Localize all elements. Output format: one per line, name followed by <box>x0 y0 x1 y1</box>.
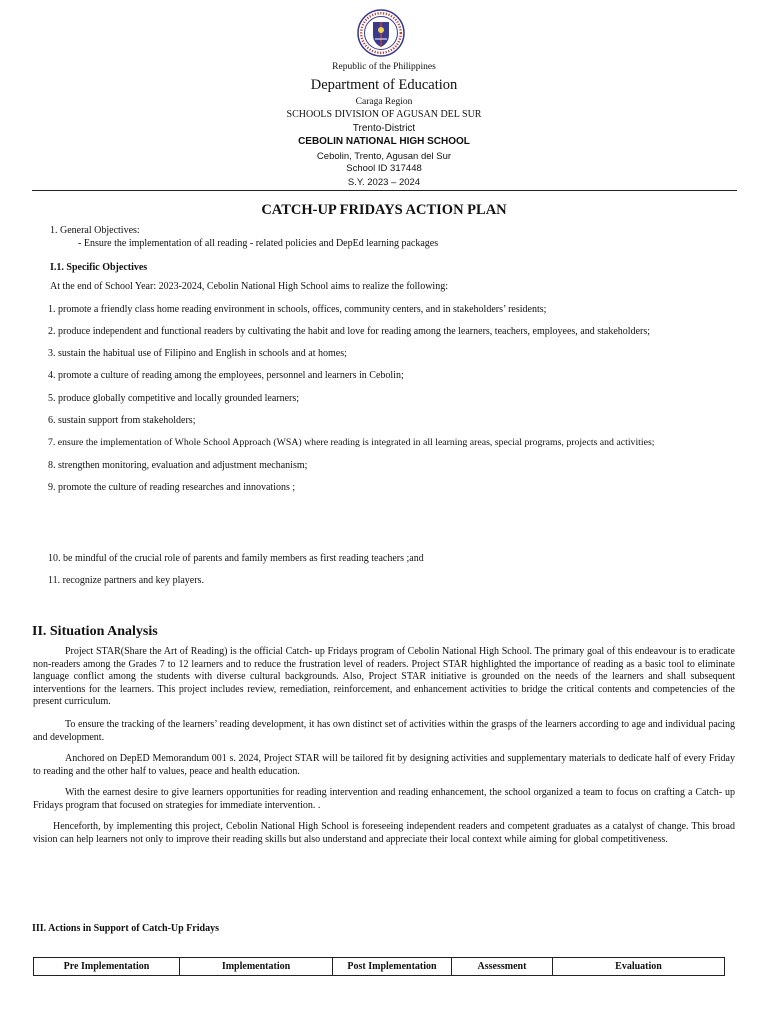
objective-item: 3. sustain the habitual use of Filipino and English in schools and at homes; <box>48 348 347 359</box>
general-objectives-label: 1. General Objectives: <box>50 225 140 236</box>
actions-table <box>33 957 725 976</box>
objective-item: 9. promote the culture of reading researches and innovations ; <box>48 482 296 493</box>
objective-item: 2. produce independent and functional readers by cultivating the habit and love for reading among the learners, teachers, employees, and stakeholders; <box>48 326 651 337</box>
header-address: Cebolin, Trento, Agusan del Sur <box>316 151 452 162</box>
general-objectives-bullet: - Ensure the implementation of all reading - related policies and DepEd learning packages <box>78 238 439 249</box>
objective-item: 1. promote a friendly class home reading environment in schools, offices, community centers, and in stakeholders’ residents; <box>48 304 547 315</box>
column-header: Pre Implementation <box>34 958 180 976</box>
column-header: Assessment <box>452 958 553 976</box>
objective-item: 6. sustain support from stakeholders; <box>48 415 196 426</box>
specific-objectives-intro: At the end of School Year: 2023-2024, Cebolin National High School aims to realize the following: <box>50 281 448 292</box>
header-division: SCHOOLS DIVISION OF AGUSAN DEL SUR <box>286 109 482 120</box>
situation-paragraph: Project STAR(Share the Art of Reading) is the official Catch- up Fridays program of Cebolin National High School. The primary goal of this endeavour is to eradicate non-readers among the Grades 7 to 12 learners and to reduce the frustration level of readers. Project STAR highlighted the importance of reading as a basic tool to eliminate language conflict among the students with diverse cultural backgrounds. Also, Project STAR initiative is grounded on the needs of the learners and shall subsequent interventions for the learners. This project includes review, remediation, reinforcement, and enhancement activities to bridge the critical contents and competencies of the present curriculum. <box>33 646 735 708</box>
actions-heading: III. Actions in Support of Catch-Up Fridays <box>32 923 219 934</box>
deped-seal-icon <box>355 8 407 58</box>
header-divider <box>32 190 737 191</box>
column-header: Implementation <box>180 958 333 976</box>
page-title: CATCH-UP FRIDAYS ACTION PLAN <box>261 202 507 218</box>
header-school-id: School ID 317448 <box>346 163 422 174</box>
objective-item: 5. produce globally competitive and locally grounded learners; <box>48 393 300 404</box>
situation-paragraph: To ensure the tracking of the learners’ reading development, it has own distinct set of activities within the grasps of the learners according to age and individual pacing and development. <box>33 719 735 743</box>
header-school-year: S.Y. 2023 – 2024 <box>347 177 421 188</box>
situation-heading: II. Situation Analysis <box>32 624 158 639</box>
header-district: Trento-District <box>352 123 416 134</box>
header-region: Caraga Region <box>355 97 413 107</box>
objective-item: 8. strengthen monitoring, evaluation and adjustment mechanism; <box>48 460 308 471</box>
header-country: Republic of the Philippines <box>332 62 436 72</box>
situation-paragraph: With the earnest desire to give learners opportunities for reading intervention and reading enhancement, the school organized a team to focus on crafting a Catch- up Fridays program that focused on strategies for immediate intervention. . <box>33 787 735 811</box>
objective-item: 4. promote a culture of reading among the employees, personnel and learners in Cebolin; <box>48 370 404 381</box>
table-header-row <box>34 958 725 976</box>
situation-paragraph: Anchored on DepED Memorandum 001 s. 2024, Project STAR will be tailored fit by designing activities and supplementary materials to dedicate half of every Friday to reading and the other half to values, peace and health education. <box>33 753 735 777</box>
header-school: CEBOLIN NATIONAL HIGH SCHOOL <box>298 136 470 147</box>
objective-item: 11. recognize partners and key players. <box>48 575 204 586</box>
column-header: Post Implementation <box>333 958 452 976</box>
column-header: Evaluation <box>553 958 725 976</box>
situation-paragraph: Henceforth, by implementing this project, Cebolin National High School is foreseeing independent readers and competent graduates as a catalyst of change. This broad vision can help learners not only to improve their reading skills but also understand and appreciate their local context while aiming for global competitiveness. <box>33 821 735 845</box>
header-department: Department of Education <box>310 77 458 93</box>
objective-item: 10. be mindful of the crucial role of parents and family members as first reading teachers ;and <box>48 553 424 564</box>
objective-item: 7. ensure the implementation of Whole School Approach (WSA) where reading is integrated in all learning areas, special programs, projects and activities; <box>48 437 655 448</box>
specific-objectives-label: I.1. Specific Objectives <box>50 262 148 273</box>
